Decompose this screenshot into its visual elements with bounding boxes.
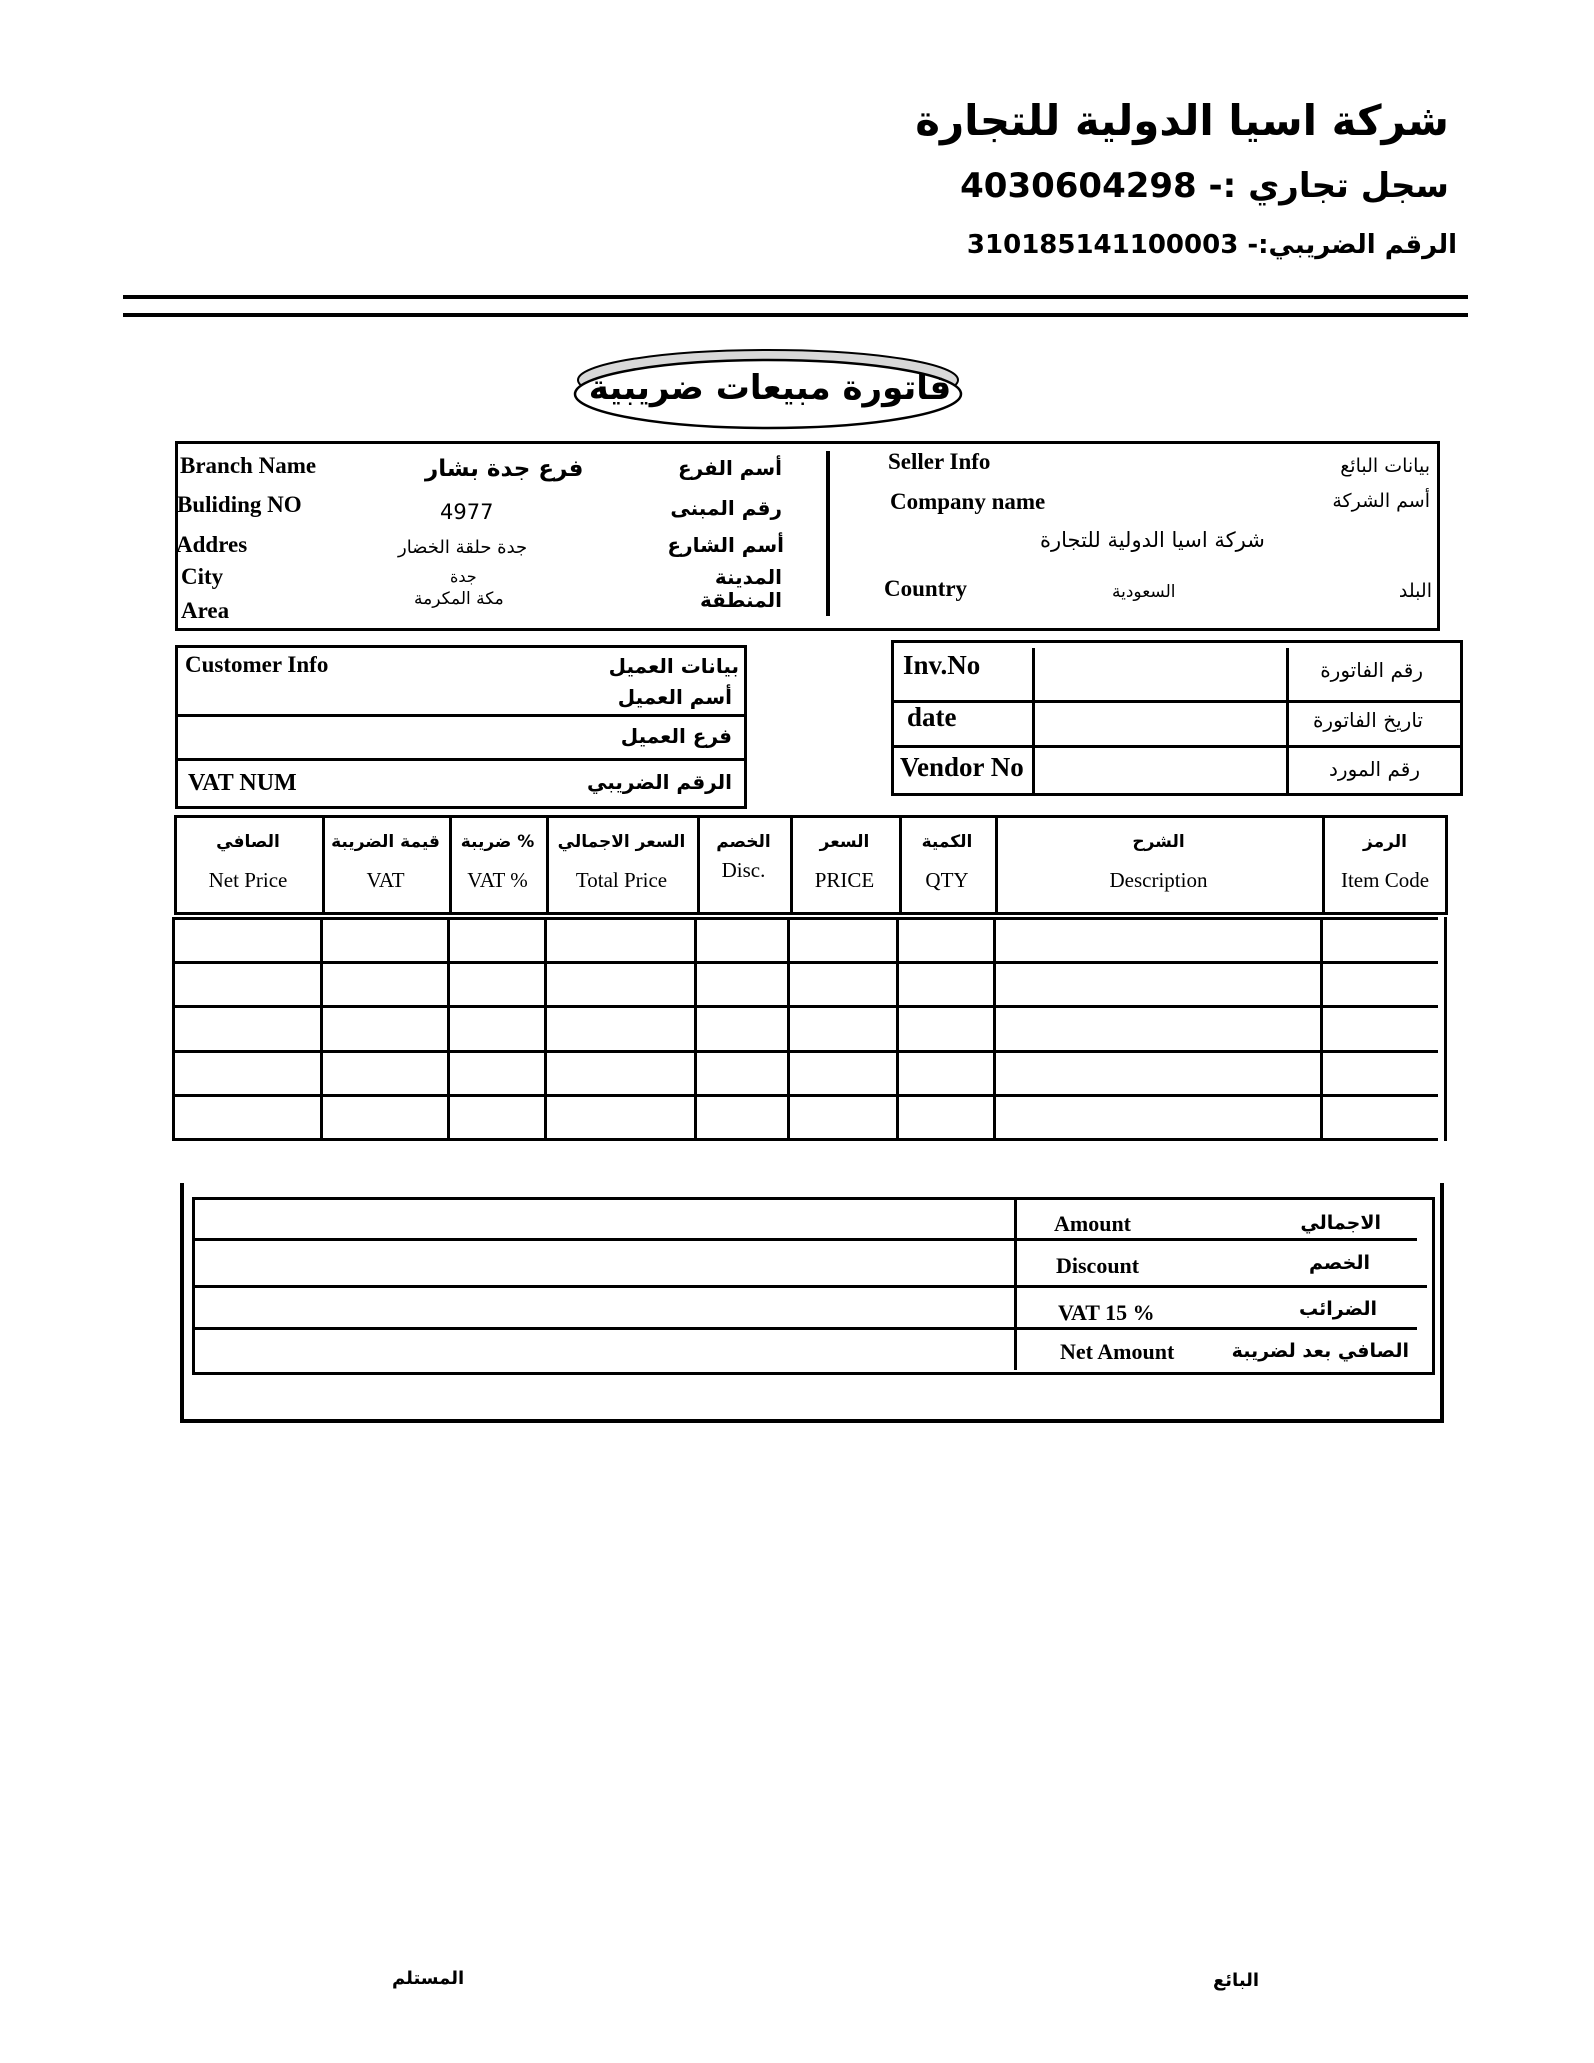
inv-no-label: Inv.No bbox=[903, 650, 981, 680]
items-header-col-divider bbox=[790, 815, 793, 915]
address-value: جدة حلقة الخضار bbox=[398, 537, 528, 558]
totals-outer-left bbox=[180, 1183, 184, 1423]
items-grid-row-line bbox=[172, 1094, 1438, 1097]
items-col-header-ar: قيمة الضريبة bbox=[331, 832, 440, 852]
branch-seller-divider bbox=[826, 451, 830, 616]
area-value: مكة المكرمة bbox=[414, 589, 504, 609]
items-grid-col-line bbox=[447, 917, 450, 1141]
items-grid-row-line bbox=[172, 1050, 1438, 1053]
items-grid-col-line bbox=[1320, 917, 1323, 1141]
date-label-ar: تاريخ الفاتورة bbox=[1312, 708, 1423, 732]
address-label-ar: أسم الشارع bbox=[667, 533, 784, 557]
items-header-col-divider bbox=[1322, 815, 1325, 915]
building-label: Buliding NO bbox=[177, 492, 302, 517]
totals-outer-right bbox=[1440, 1183, 1444, 1423]
items-grid-col-line bbox=[993, 917, 996, 1141]
vendor-no-label: Vendor No bbox=[900, 752, 1024, 782]
items-grid-col-line bbox=[787, 917, 790, 1141]
invoice-info-vline-1 bbox=[1032, 648, 1035, 796]
invoice-info-vline-2 bbox=[1286, 648, 1289, 796]
customer-info-label-ar: بيانات العميل bbox=[608, 654, 739, 678]
items-col-header-en: VAT % bbox=[467, 868, 528, 892]
city-label-ar: المدينة bbox=[714, 565, 782, 589]
customer-name-label-ar: أسم العميل bbox=[617, 685, 732, 709]
items-header-col-divider bbox=[322, 815, 325, 915]
items-grid-col-line bbox=[896, 917, 899, 1141]
items-col-header-ar: السعر الاجمالي bbox=[557, 832, 686, 852]
invoice-info-hline-1 bbox=[891, 700, 1463, 703]
customer-info-label: Customer Info bbox=[185, 652, 329, 677]
country-label-ar: البلد bbox=[1398, 580, 1432, 602]
building-value: 4977 bbox=[440, 500, 494, 524]
vat-num-label-ar: الرقم الضريبي bbox=[587, 770, 732, 794]
branch-name-label-ar: أسم الفرع bbox=[677, 456, 782, 480]
invoice-info-hline-2 bbox=[891, 745, 1463, 748]
items-header-box bbox=[174, 815, 1448, 915]
items-col-header-en: Description bbox=[1109, 868, 1208, 892]
items-grid-col-line bbox=[320, 917, 323, 1141]
items-col-header-en: Item Code bbox=[1340, 868, 1430, 892]
area-label: Area bbox=[181, 598, 230, 623]
city-label: City bbox=[181, 564, 224, 589]
date-label: date bbox=[907, 702, 957, 732]
branch-name-value: فرع جدة بشار bbox=[425, 456, 584, 482]
company-name-value: شركة اسيا الدولية للتجارة bbox=[1040, 528, 1265, 552]
totals-line-1 bbox=[192, 1238, 1417, 1241]
seller-info-label: Seller Info bbox=[888, 449, 991, 474]
items-col-header-ar: % ضريبة bbox=[460, 832, 535, 852]
amount-label-ar: الاجمالي bbox=[1300, 1212, 1381, 1234]
items-col-header-ar: الرمز bbox=[1363, 832, 1407, 852]
items-col-header-ar: الصافي bbox=[216, 832, 280, 852]
country-value: السعودية bbox=[1112, 582, 1176, 602]
discount-label-ar: الخصم bbox=[1309, 1252, 1370, 1274]
tax-number: الرقم الضريبي:- 310185141100003 bbox=[966, 230, 1457, 260]
customer-row-line-1 bbox=[175, 714, 747, 717]
vat-total-label: VAT 15 % bbox=[1058, 1300, 1155, 1325]
items-col-header-en: PRICE bbox=[814, 868, 875, 892]
items-grid-col-line bbox=[694, 917, 697, 1141]
amount-label: Amount bbox=[1054, 1211, 1132, 1236]
seller-signature-label: البائع bbox=[1213, 1970, 1260, 1991]
branch-name-label: Branch Name bbox=[180, 453, 317, 478]
vendor-no-label-ar: رقم المورد bbox=[1329, 757, 1420, 781]
country-label: Country bbox=[884, 576, 968, 601]
totals-outer-bottom bbox=[180, 1419, 1444, 1423]
net-amount-label: Net Amount bbox=[1060, 1339, 1175, 1364]
header-divider-top bbox=[123, 295, 1468, 299]
company-name: شركة اسيا الدولية للتجارة bbox=[915, 96, 1449, 145]
address-label: Addres bbox=[176, 532, 248, 557]
commercial-register: سجل تجاري :- 4030604298 bbox=[960, 166, 1449, 206]
customer-row-line-2 bbox=[175, 758, 747, 761]
items-grid-row-line bbox=[172, 1138, 1438, 1141]
building-label-ar: رقم المبنى bbox=[670, 496, 782, 520]
items-col-header-en: Total Price bbox=[575, 868, 668, 892]
items-header-col-divider bbox=[899, 815, 902, 915]
items-grid-row-line bbox=[172, 1005, 1438, 1008]
items-col-header-en: QTY bbox=[925, 868, 969, 892]
city-value: جدة bbox=[450, 567, 477, 586]
items-col-header-ar: الكمية bbox=[921, 832, 973, 852]
items-grid-row-line bbox=[172, 961, 1438, 964]
items-grid-col-line bbox=[172, 917, 175, 1141]
vat-num-label: VAT NUM bbox=[188, 770, 297, 796]
seller-info-label-ar: بيانات البائع bbox=[1340, 455, 1430, 477]
vat-total-label-ar: الضرائب bbox=[1299, 1298, 1377, 1320]
discount-label: Discount bbox=[1056, 1253, 1140, 1278]
items-header-col-divider bbox=[449, 815, 452, 915]
items-grid-col-line bbox=[544, 917, 547, 1141]
receiver-signature-label: المستلم bbox=[392, 1968, 465, 1989]
items-col-header-ar: الخصم bbox=[716, 832, 771, 852]
inv-no-label-ar: رقم الفاتورة bbox=[1320, 658, 1423, 682]
company-name-label: Company name bbox=[890, 489, 1046, 514]
area-label-ar: المنطقة bbox=[700, 588, 782, 612]
items-grid-row-line bbox=[172, 917, 1438, 920]
items-col-header-en: VAT bbox=[366, 868, 405, 892]
company-name-label-ar: أسم الشركة bbox=[1332, 490, 1430, 512]
items-header-col-divider bbox=[546, 815, 549, 915]
totals-line-2 bbox=[192, 1285, 1427, 1288]
items-col-header-ar: الشرح bbox=[1132, 832, 1185, 852]
net-amount-label-ar: الصافي بعد لضريبة bbox=[1231, 1340, 1409, 1362]
items-col-header-en: Disc. bbox=[721, 858, 766, 882]
items-header-col-divider bbox=[995, 815, 998, 915]
header-divider-bottom bbox=[123, 313, 1468, 317]
totals-line-3 bbox=[192, 1327, 1417, 1330]
items-grid-col-line bbox=[1444, 917, 1447, 1141]
invoice-title: فاتورة مبيعات ضريبية bbox=[588, 368, 952, 408]
items-col-header-ar: السعر bbox=[819, 832, 870, 852]
items-col-header-en: Net Price bbox=[208, 868, 288, 892]
customer-branch-label-ar: فرع العميل bbox=[620, 724, 732, 748]
